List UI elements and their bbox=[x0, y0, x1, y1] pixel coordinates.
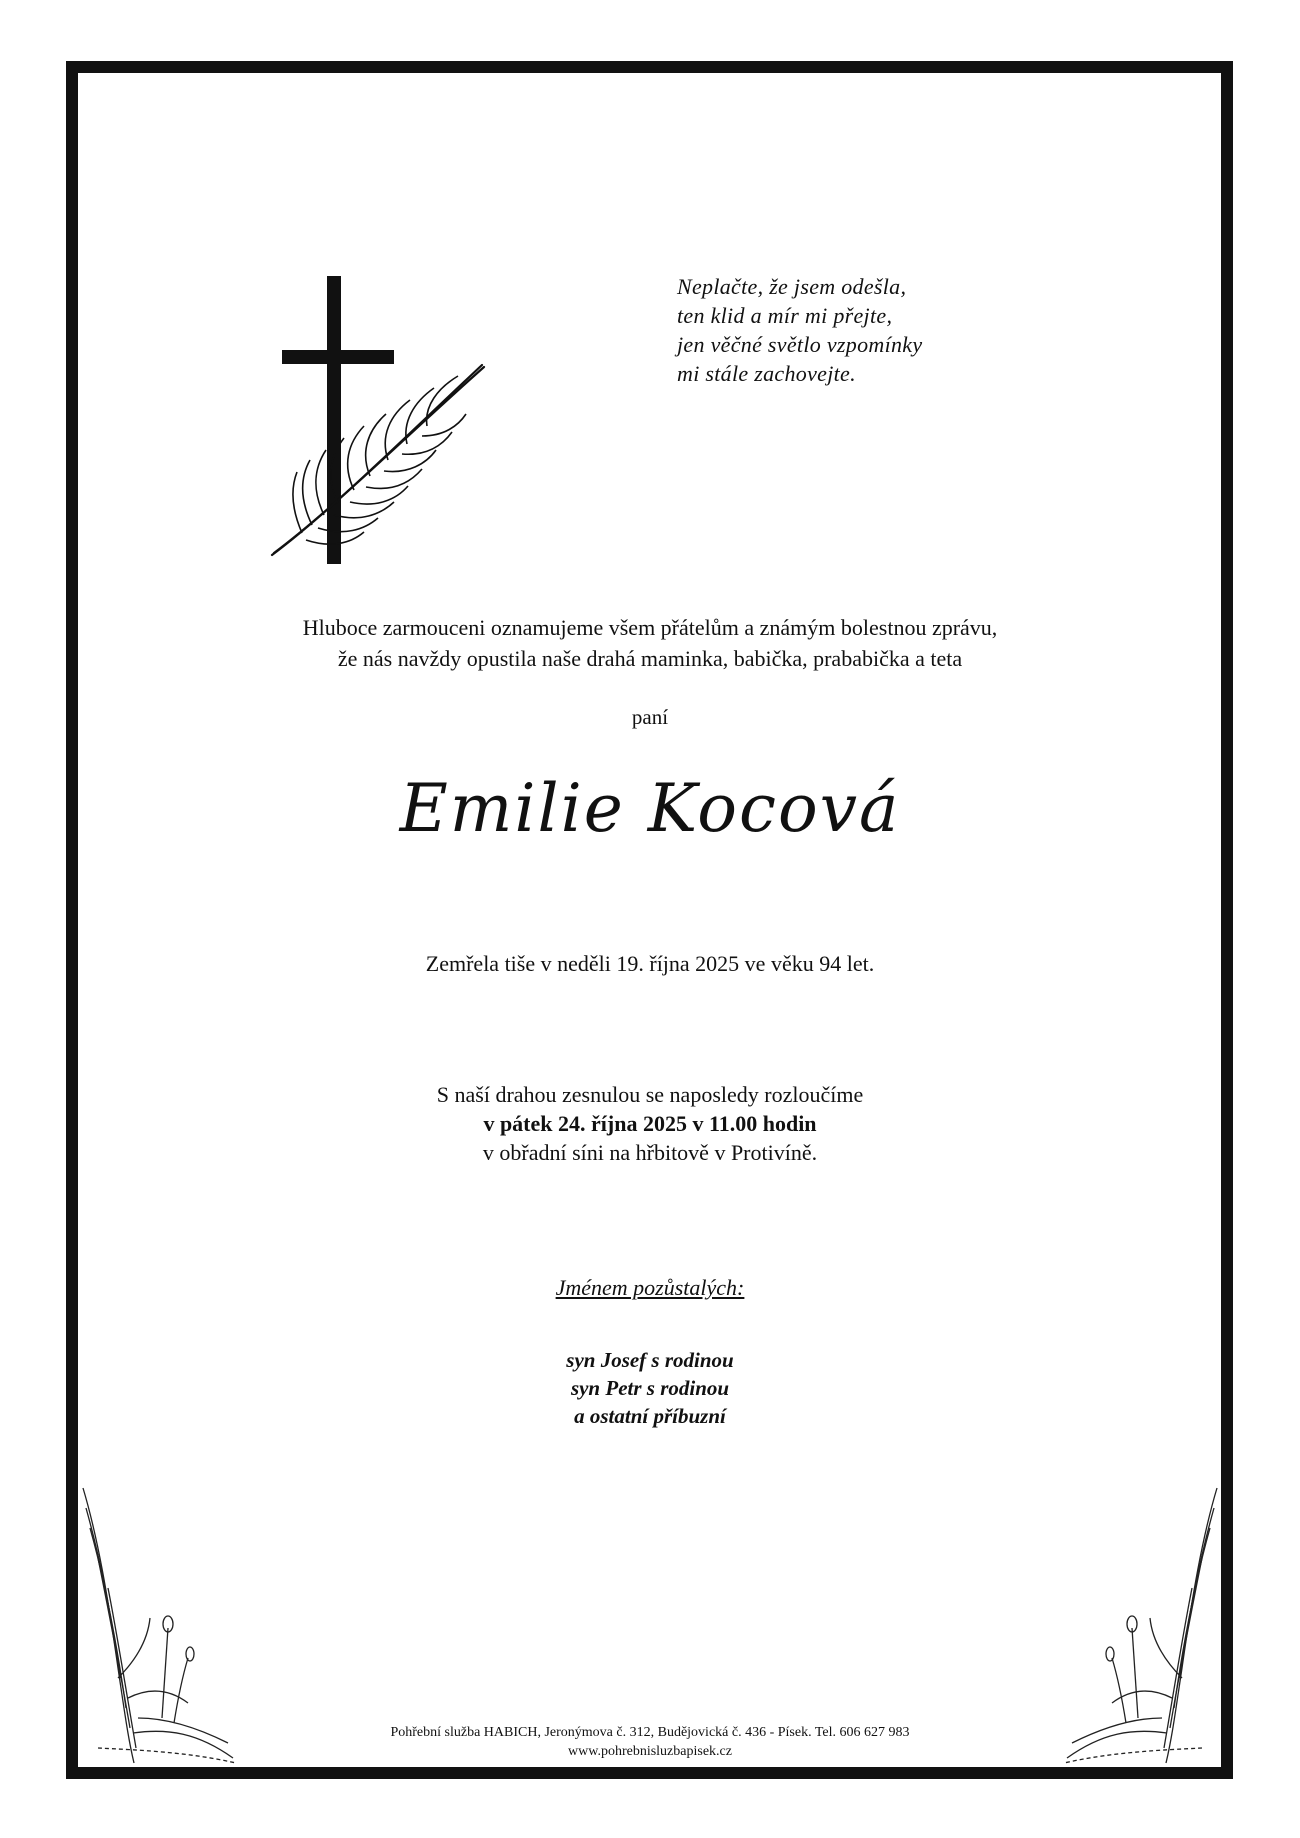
memorial-poem bbox=[677, 272, 1137, 388]
funeral-details bbox=[0, 1080, 1300, 1167]
poem-line: jen věčné světlo vzpomínky bbox=[677, 332, 923, 357]
family-member: a ostatní příbuzní bbox=[574, 1404, 726, 1428]
deceased-name: Emilie Kocová bbox=[399, 770, 901, 847]
announcement-text bbox=[0, 612, 1300, 674]
company-info: Pohřební služba HABICH, Jeronýmova č. 312, Budějovická č. 436 - Písek. Tel. 606 627 983 bbox=[390, 1725, 910, 1740]
funeral-date-time: v pátek 24. října 2025 v 11.00 hodin bbox=[483, 1111, 817, 1136]
signature-label: Jménem pozůstalých: bbox=[555, 1275, 745, 1300]
company-website: www.pohrebnisluzbapisek.cz bbox=[568, 1744, 732, 1759]
cross-with-palm-icon bbox=[202, 210, 502, 580]
announcement-line: Hluboce zarmouceni oznamujeme všem přátelům a známým bolestnou zprávu, bbox=[302, 615, 998, 640]
funeral-place: v obřadní síni na hřbitově v Protivíně. bbox=[482, 1140, 818, 1165]
family-member: syn Petr s rodinou bbox=[570, 1376, 730, 1400]
announcement-line: že nás navždy opustila naše drahá maminka, babička, prababička a teta bbox=[337, 646, 963, 671]
poem-line: ten klid a mír mi přejte, bbox=[677, 303, 893, 328]
death-notice: Zemřela tiše v neděli 19. října 2025 ve věku 94 let. bbox=[425, 951, 875, 976]
honorific: paní bbox=[631, 705, 669, 729]
poem-line: mi stále zachovejte. bbox=[677, 361, 856, 386]
funeral-intro: S naší drahou zesnulou se naposledy rozloučíme bbox=[436, 1082, 864, 1107]
family-list bbox=[0, 1346, 1300, 1430]
family-member: syn Josef s rodinou bbox=[566, 1348, 734, 1372]
funeral-service-footer bbox=[0, 1723, 1300, 1761]
poem-line: Neplačte, že jsem odešla, bbox=[677, 274, 907, 299]
